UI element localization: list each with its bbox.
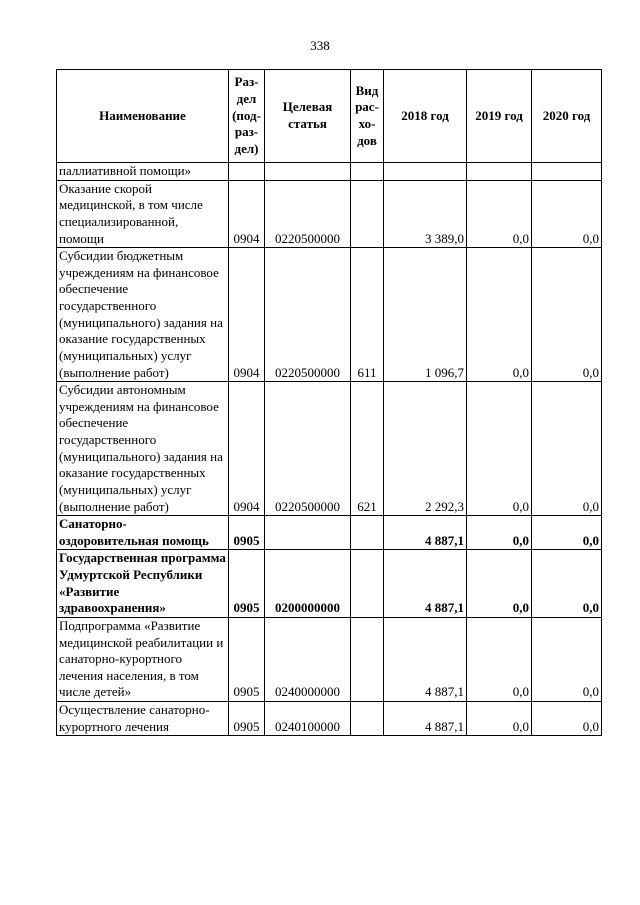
- row-expense: 611: [351, 248, 384, 382]
- row-2018: 1 096,7: [384, 248, 467, 382]
- row-2018: 2 292,3: [384, 382, 467, 516]
- row-2018: 4 887,1: [384, 516, 467, 550]
- row-2020: 0,0: [532, 550, 602, 618]
- row-expense: [351, 550, 384, 618]
- header-2019: 2019 год: [467, 70, 532, 163]
- row-2020: 0,0: [532, 516, 602, 550]
- row-name: паллиативной помощи»: [57, 163, 229, 181]
- row-expense: [351, 516, 384, 550]
- table-row: [57, 180, 602, 248]
- table-row: [57, 702, 602, 736]
- row-name: Осуществление санаторно-курортного лечения: [57, 702, 229, 736]
- row-expense: [351, 163, 384, 181]
- row-section: 0904: [229, 180, 265, 248]
- row-2020: 0,0: [532, 382, 602, 516]
- row-section: 0905: [229, 550, 265, 618]
- row-section: 0904: [229, 248, 265, 382]
- row-article: 0220500000: [265, 382, 351, 516]
- row-section: 0904: [229, 382, 265, 516]
- row-expense: [351, 180, 384, 248]
- row-section: 0905: [229, 702, 265, 736]
- row-name: Санаторно-оздоровительная помощь: [57, 516, 229, 550]
- row-article: 0240000000: [265, 617, 351, 701]
- row-2018: 4 887,1: [384, 617, 467, 701]
- row-2020: 0,0: [532, 617, 602, 701]
- table-row: [57, 382, 602, 516]
- row-2020: 0,0: [532, 248, 602, 382]
- row-name: Оказание скорой медицинской, в том числе специализированной, помощи: [57, 180, 229, 248]
- row-2019: 0,0: [467, 516, 532, 550]
- row-2019: 0,0: [467, 382, 532, 516]
- header-2018: 2018 год: [384, 70, 467, 163]
- row-2019: 0,0: [467, 617, 532, 701]
- header-expense: Вид рас- хо- дов: [351, 70, 384, 163]
- table-row: [57, 617, 602, 701]
- row-2018: [384, 163, 467, 181]
- row-name: Субсидии бюджетным учреждениям на финансовое обеспечение государственного (муниципального) задания на оказание государственных (муниципальных) услуг (выполнение работ): [57, 248, 229, 382]
- row-2018: 3 389,0: [384, 180, 467, 248]
- row-article: 0220500000: [265, 180, 351, 248]
- row-article: 0240100000: [265, 702, 351, 736]
- row-2019: [467, 163, 532, 181]
- budget-table: [56, 69, 602, 736]
- row-2020: [532, 163, 602, 181]
- row-expense: 621: [351, 382, 384, 516]
- row-2018: 4 887,1: [384, 550, 467, 618]
- row-article: 0200000000: [265, 550, 351, 618]
- page-number: 338: [310, 38, 330, 53]
- header-name: Наименование: [57, 70, 229, 163]
- row-name: Государственная программа Удмуртской Республики «Развитие здравоохранения»: [57, 550, 229, 618]
- row-expense: [351, 617, 384, 701]
- row-2018: 4 887,1: [384, 702, 467, 736]
- row-article: [265, 163, 351, 181]
- header-2020: 2020 год: [532, 70, 602, 163]
- table-row: [57, 516, 602, 550]
- table-row: [57, 163, 602, 181]
- row-expense: [351, 702, 384, 736]
- row-section: [229, 163, 265, 181]
- table-header-row: [57, 70, 602, 163]
- row-2019: 0,0: [467, 702, 532, 736]
- row-2019: 0,0: [467, 180, 532, 248]
- row-name: Субсидии автономным учреждениям на финансовое обеспечение государственного (муниципального) задания на оказание государственных (муниципальных) услуг (выполнение работ): [57, 382, 229, 516]
- header-section: Раз- дел (под- раз- дел): [229, 70, 265, 163]
- row-article: 0220500000: [265, 248, 351, 382]
- row-section: 0905: [229, 516, 265, 550]
- header-article: Целевая статья: [265, 70, 351, 163]
- row-2019: 0,0: [467, 550, 532, 618]
- row-2020: 0,0: [532, 180, 602, 248]
- row-name: Подпрограмма «Развитие медицинской реабилитации и санаторно-курортного лечения населения, в том числе детей»: [57, 617, 229, 701]
- row-article: [265, 516, 351, 550]
- row-2019: 0,0: [467, 248, 532, 382]
- row-2020: 0,0: [532, 702, 602, 736]
- table-row: [57, 248, 602, 382]
- row-section: 0905: [229, 617, 265, 701]
- table-row: [57, 550, 602, 618]
